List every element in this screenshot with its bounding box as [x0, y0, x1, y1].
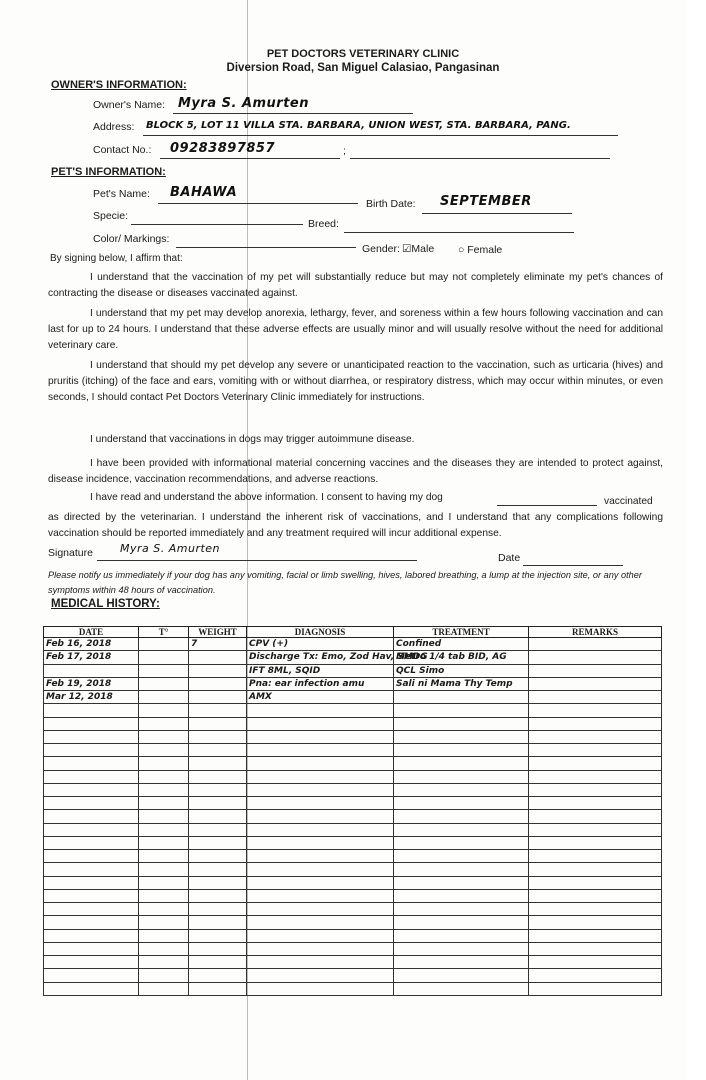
date-cell[interactable]: [44, 889, 139, 902]
date-cell[interactable]: [44, 730, 139, 743]
pet-name-label: Pet's Name:: [93, 188, 150, 200]
table-row: [44, 823, 662, 836]
weight-cell[interactable]: [189, 969, 247, 982]
table-row: [44, 969, 662, 982]
column-header-diagnosis: DIAGNOSIS: [247, 627, 394, 638]
owner-name-value[interactable]: Myra S. Amurten: [178, 96, 310, 111]
date-cell[interactable]: [44, 903, 139, 916]
treatment-cell[interactable]: [394, 704, 529, 717]
temperature-cell[interactable]: [139, 850, 189, 863]
consent-paragraph-6-rest: as directed by the veterinarian. I understand the inherent risk of vaccinations, and I understand that any complications following vaccination should be reported immediately and any treatment required will incur additional expense.: [48, 512, 663, 539]
treatment-cell[interactable]: [394, 810, 529, 823]
diagnosis-cell[interactable]: [247, 810, 394, 823]
temperature-cell[interactable]: [139, 651, 189, 664]
weight-cell[interactable]: [189, 677, 247, 690]
temperature-cell[interactable]: [139, 916, 189, 929]
owner-address-line: [143, 135, 618, 136]
owner-section-title: OWNER'S INFORMATION:: [51, 79, 187, 91]
date-cell[interactable]: [44, 810, 139, 823]
date-cell[interactable]: Feb 17, 2018: [44, 651, 139, 664]
table-row: [44, 889, 662, 902]
treatment-cell[interactable]: Metro 1/4 tab BID, AG: [394, 651, 529, 664]
table-row: [44, 757, 662, 770]
treatment-cell[interactable]: Sali ni Mama Thy Temp: [394, 677, 529, 690]
table-row: [44, 638, 662, 651]
date-cell[interactable]: [44, 770, 139, 783]
table-row: [44, 863, 662, 876]
column-header-remarks: REMARKS: [529, 627, 662, 638]
column-header-temperature: T°: [139, 627, 189, 638]
remarks-cell[interactable]: [529, 664, 662, 677]
temperature-cell[interactable]: [139, 982, 189, 996]
consent-paragraph-6-start: I have read and understand the above information. I consent to having my dog: [90, 492, 443, 503]
treatment-cell[interactable]: [394, 876, 529, 889]
owner-name-line: [173, 113, 413, 114]
color-markings-label: Color/ Markings:: [93, 233, 170, 245]
consent-paragraph-3: I understand that should my pet develop any severe or unanticipated reaction to the vaccination, such as urticaria (hives) and pruritis (itching) of the face and ears, vomiting with or without diarrhea, or respiratory distress, which may occur within minutes, or even seconds, I should contact Pet Doctors Veterinary Clinic immediately for instructions.: [48, 360, 663, 403]
remarks-cell[interactable]: [529, 942, 662, 955]
pet-name-value[interactable]: BAHAWA: [170, 185, 238, 200]
table-row: [44, 810, 662, 823]
table-row: [44, 704, 662, 717]
treatment-cell[interactable]: [394, 744, 529, 757]
table-row: [44, 691, 662, 704]
medical-history-rows: [44, 638, 662, 996]
treatment-cell[interactable]: [394, 929, 529, 942]
remarks-cell[interactable]: [529, 638, 662, 651]
table-row: [44, 677, 662, 690]
table-row: [44, 956, 662, 969]
weight-cell[interactable]: [189, 810, 247, 823]
temperature-cell[interactable]: [139, 810, 189, 823]
temperature-cell[interactable]: [139, 823, 189, 836]
diagnosis-cell[interactable]: CPV (+): [247, 638, 394, 651]
table-row: [44, 929, 662, 942]
remarks-cell[interactable]: [529, 863, 662, 876]
treatment-cell[interactable]: [394, 903, 529, 916]
owner-address-value[interactable]: BLOCK 5, LOT 11 VILLA STA. BARBARA, UNION WEST, STA. BARBARA, PANG.: [146, 120, 571, 131]
date-cell[interactable]: [44, 744, 139, 757]
temperature-cell[interactable]: [139, 969, 189, 982]
treatment-cell[interactable]: [394, 982, 529, 996]
column-header-date: DATE: [44, 627, 139, 638]
weight-cell[interactable]: [189, 717, 247, 730]
weight-cell[interactable]: [189, 797, 247, 810]
date-cell[interactable]: [44, 783, 139, 796]
date-cell[interactable]: [44, 757, 139, 770]
table-row: [44, 836, 662, 849]
temperature-cell[interactable]: [139, 876, 189, 889]
treatment-cell[interactable]: [394, 863, 529, 876]
weight-cell[interactable]: [189, 889, 247, 902]
color-markings-line: [176, 247, 356, 248]
date-label: Date: [498, 552, 521, 564]
temperature-cell[interactable]: [139, 929, 189, 942]
owner-address-label: Address:: [93, 121, 135, 133]
diagnosis-cell[interactable]: [247, 916, 394, 929]
table-row: [44, 982, 662, 996]
weight-cell[interactable]: [189, 691, 247, 704]
diagnosis-cell[interactable]: [247, 704, 394, 717]
treatment-cell[interactable]: [394, 797, 529, 810]
treatment-cell[interactable]: [394, 717, 529, 730]
treatment-cell[interactable]: [394, 969, 529, 982]
remarks-cell[interactable]: [529, 691, 662, 704]
remarks-cell[interactable]: [529, 876, 662, 889]
pet-section-title: PET'S INFORMATION:: [51, 166, 166, 178]
remarks-cell[interactable]: [529, 744, 662, 757]
diagnosis-cell[interactable]: [247, 744, 394, 757]
table-row: [44, 651, 662, 664]
weight-cell[interactable]: [189, 876, 247, 889]
date-cell[interactable]: [44, 956, 139, 969]
date-line: [523, 565, 623, 566]
owner-contact-line-2: [350, 158, 610, 159]
diagnosis-cell[interactable]: [247, 903, 394, 916]
temperature-cell[interactable]: [139, 942, 189, 955]
weight-cell[interactable]: [189, 850, 247, 863]
treatment-cell[interactable]: [394, 889, 529, 902]
diagnosis-cell[interactable]: [247, 982, 394, 996]
owner-contact-label: Contact No.:: [93, 144, 152, 156]
treatment-cell[interactable]: [394, 836, 529, 849]
remarks-cell[interactable]: [529, 903, 662, 916]
diagnosis-cell[interactable]: [247, 850, 394, 863]
diagnosis-cell[interactable]: [247, 969, 394, 982]
table-row: [44, 744, 662, 757]
remarks-cell[interactable]: [529, 916, 662, 929]
temperature-cell[interactable]: [139, 664, 189, 677]
date-cell[interactable]: [44, 942, 139, 955]
table-row: [44, 876, 662, 889]
weight-cell[interactable]: [189, 916, 247, 929]
remarks-cell[interactable]: [529, 836, 662, 849]
temperature-cell[interactable]: [139, 770, 189, 783]
owner-name-label: Owner's Name:: [93, 99, 166, 111]
consent-paragraph-6-vaccinated: vaccinated: [604, 496, 653, 507]
table-row: [44, 783, 662, 796]
date-cell[interactable]: Feb 19, 2018: [44, 677, 139, 690]
date-cell[interactable]: [44, 704, 139, 717]
diagnosis-cell[interactable]: Discharge Tx: Emo, Zod Hav, SMDG: [247, 651, 394, 664]
diagnosis-cell[interactable]: AMX: [247, 691, 394, 704]
date-cell[interactable]: [44, 863, 139, 876]
diagnosis-cell[interactable]: [247, 797, 394, 810]
table-row: [44, 850, 662, 863]
diagnosis-cell[interactable]: [247, 876, 394, 889]
date-cell[interactable]: [44, 664, 139, 677]
temperature-cell[interactable]: [139, 956, 189, 969]
pet-name-line: [158, 203, 358, 204]
temperature-cell[interactable]: [139, 783, 189, 796]
remarks-cell[interactable]: [529, 982, 662, 996]
date-cell[interactable]: [44, 916, 139, 929]
date-cell[interactable]: [44, 876, 139, 889]
gender-label: Gender:: [362, 243, 400, 255]
temperature-cell[interactable]: [139, 797, 189, 810]
birth-date-label: Birth Date:: [366, 198, 416, 210]
remarks-cell[interactable]: [529, 770, 662, 783]
weight-cell[interactable]: [189, 783, 247, 796]
birth-date-value[interactable]: SEPTEMBER: [440, 194, 532, 209]
diagnosis-cell[interactable]: [247, 757, 394, 770]
weight-cell[interactable]: [189, 823, 247, 836]
gender-female-option[interactable]: ○ Female: [458, 244, 503, 256]
weight-cell[interactable]: [189, 956, 247, 969]
diagnosis-cell[interactable]: [247, 863, 394, 876]
consent-intro: By signing below, I affirm that:: [50, 253, 183, 264]
weight-cell[interactable]: 7: [189, 638, 247, 651]
treatment-cell[interactable]: Confined: [394, 638, 529, 651]
column-header-treatment: TREATMENT: [394, 627, 529, 638]
remarks-cell[interactable]: [529, 810, 662, 823]
table-row: [44, 730, 662, 743]
gender-male-option[interactable]: ☑Male: [402, 243, 435, 255]
treatment-cell[interactable]: [394, 956, 529, 969]
diagnosis-cell[interactable]: [247, 929, 394, 942]
diagnosis-cell[interactable]: [247, 770, 394, 783]
signature-value[interactable]: Myra S. Amurten: [120, 542, 221, 555]
clinic-name: PET DOCTORS VETERINARY CLINIC: [266, 48, 460, 60]
treatment-cell[interactable]: [394, 783, 529, 796]
remarks-cell[interactable]: [529, 783, 662, 796]
temperature-cell[interactable]: [139, 691, 189, 704]
remarks-cell[interactable]: [529, 717, 662, 730]
treatment-cell[interactable]: [394, 757, 529, 770]
temperature-cell[interactable]: [139, 889, 189, 902]
diagnosis-cell[interactable]: [247, 823, 394, 836]
temperature-cell[interactable]: [139, 730, 189, 743]
remarks-cell[interactable]: [529, 889, 662, 902]
temperature-cell[interactable]: [139, 717, 189, 730]
date-cell[interactable]: [44, 850, 139, 863]
birth-date-line: [422, 213, 572, 214]
weight-cell[interactable]: [189, 903, 247, 916]
consent-paragraph-1: I understand that the vaccination of my pet will substantially reduce but may not completely eliminate my pet's chances of contracting the disease or diseases vaccinated against.: [48, 272, 663, 299]
weight-cell[interactable]: [189, 863, 247, 876]
table-row: [44, 664, 662, 677]
diagnosis-cell[interactable]: [247, 836, 394, 849]
owner-contact-value[interactable]: 09283897857: [170, 141, 275, 156]
remarks-cell[interactable]: [529, 704, 662, 717]
diagnosis-cell[interactable]: [247, 942, 394, 955]
remarks-cell[interactable]: [529, 651, 662, 664]
weight-cell[interactable]: [189, 757, 247, 770]
weight-cell[interactable]: [189, 836, 247, 849]
diagnosis-cell[interactable]: IFT 8ML, SQID: [247, 664, 394, 677]
remarks-cell[interactable]: [529, 956, 662, 969]
temperature-cell[interactable]: [139, 677, 189, 690]
owner-contact-line: [160, 158, 340, 159]
vaccination-notice: Please notify us immediately if your dog has any vomiting, facial or limb swelling, hives, labored breathing, a lump at the injection site, or any other symptoms within 48 hours of vaccination.: [48, 570, 642, 595]
treatment-cell[interactable]: [394, 850, 529, 863]
date-cell[interactable]: [44, 823, 139, 836]
remarks-cell[interactable]: [529, 730, 662, 743]
weight-cell[interactable]: [189, 651, 247, 664]
breed-line: [344, 232, 574, 233]
treatment-cell[interactable]: [394, 823, 529, 836]
table-row: [44, 770, 662, 783]
temperature-cell[interactable]: [139, 704, 189, 717]
temperature-cell[interactable]: [139, 836, 189, 849]
diagnosis-cell[interactable]: [247, 956, 394, 969]
table-row: [44, 797, 662, 810]
date-cell[interactable]: [44, 982, 139, 996]
weight-cell[interactable]: [189, 770, 247, 783]
date-cell[interactable]: Feb 16, 2018: [44, 638, 139, 651]
temperature-cell[interactable]: [139, 638, 189, 651]
treatment-cell[interactable]: [394, 770, 529, 783]
date-cell[interactable]: [44, 797, 139, 810]
temperature-cell[interactable]: [139, 744, 189, 757]
table-row: [44, 717, 662, 730]
medical-history-title: MEDICAL HISTORY:: [51, 598, 160, 610]
diagnosis-cell[interactable]: [247, 730, 394, 743]
date-cell[interactable]: Mar 12, 2018: [44, 691, 139, 704]
date-cell[interactable]: [44, 717, 139, 730]
remarks-cell[interactable]: [529, 677, 662, 690]
consent-paragraph-2: I understand that my pet may develop anorexia, lethargy, fever, and soreness within a few hours following vaccination and can last for up to 24 hours. I understand that these adverse effects are usually minor and will usually resolve without the need for additional veterinary care.: [48, 308, 663, 351]
table-row: [44, 942, 662, 955]
weight-cell[interactable]: [189, 929, 247, 942]
specie-label: Specie:: [93, 210, 129, 222]
diagnosis-cell[interactable]: [247, 889, 394, 902]
diagnosis-cell[interactable]: [247, 783, 394, 796]
remarks-cell[interactable]: [529, 797, 662, 810]
breed-label: Breed:: [308, 218, 339, 230]
treatment-cell[interactable]: [394, 730, 529, 743]
temperature-cell[interactable]: [139, 757, 189, 770]
weight-cell[interactable]: [189, 730, 247, 743]
specie-line: [131, 224, 303, 225]
weight-cell[interactable]: [189, 664, 247, 677]
treatment-cell[interactable]: QCL Simo: [394, 664, 529, 677]
dog-vaccine-line: [497, 505, 597, 506]
temperature-cell[interactable]: [139, 903, 189, 916]
remarks-cell[interactable]: [529, 929, 662, 942]
weight-cell[interactable]: [189, 942, 247, 955]
consent-paragraph-4: I understand that vaccinations in dogs may trigger autoimmune disease.: [90, 434, 415, 445]
signature-line: [97, 560, 417, 561]
temperature-cell[interactable]: [139, 863, 189, 876]
date-cell[interactable]: [44, 929, 139, 942]
weight-cell[interactable]: [189, 982, 247, 996]
table-row: [44, 903, 662, 916]
weight-cell[interactable]: [189, 744, 247, 757]
treatment-cell[interactable]: [394, 942, 529, 955]
remarks-cell[interactable]: [529, 757, 662, 770]
table-row: [44, 916, 662, 929]
clinic-address: Diversion Road, San Miguel Calasiao, Pangasinan: [226, 62, 500, 74]
diagnosis-cell[interactable]: Pna: ear infection amu: [247, 677, 394, 690]
contact-separator: ;: [343, 145, 346, 157]
treatment-cell[interactable]: [394, 916, 529, 929]
remarks-cell[interactable]: [529, 969, 662, 982]
treatment-cell[interactable]: [394, 691, 529, 704]
remarks-cell[interactable]: [529, 823, 662, 836]
diagnosis-cell[interactable]: [247, 717, 394, 730]
consent-paragraph-5: I have been provided with informational material concerning vaccines and the diseases they are intended to protect against, disease incidence, vaccination recommendations, and adverse reactions.: [48, 458, 663, 485]
medical-history-table: [43, 626, 662, 996]
signature-label: Signature: [48, 547, 93, 559]
column-header-weight: WEIGHT: [189, 627, 247, 638]
date-cell[interactable]: [44, 836, 139, 849]
weight-cell[interactable]: [189, 704, 247, 717]
date-cell[interactable]: [44, 969, 139, 982]
table-header-row: [44, 627, 662, 638]
remarks-cell[interactable]: [529, 850, 662, 863]
